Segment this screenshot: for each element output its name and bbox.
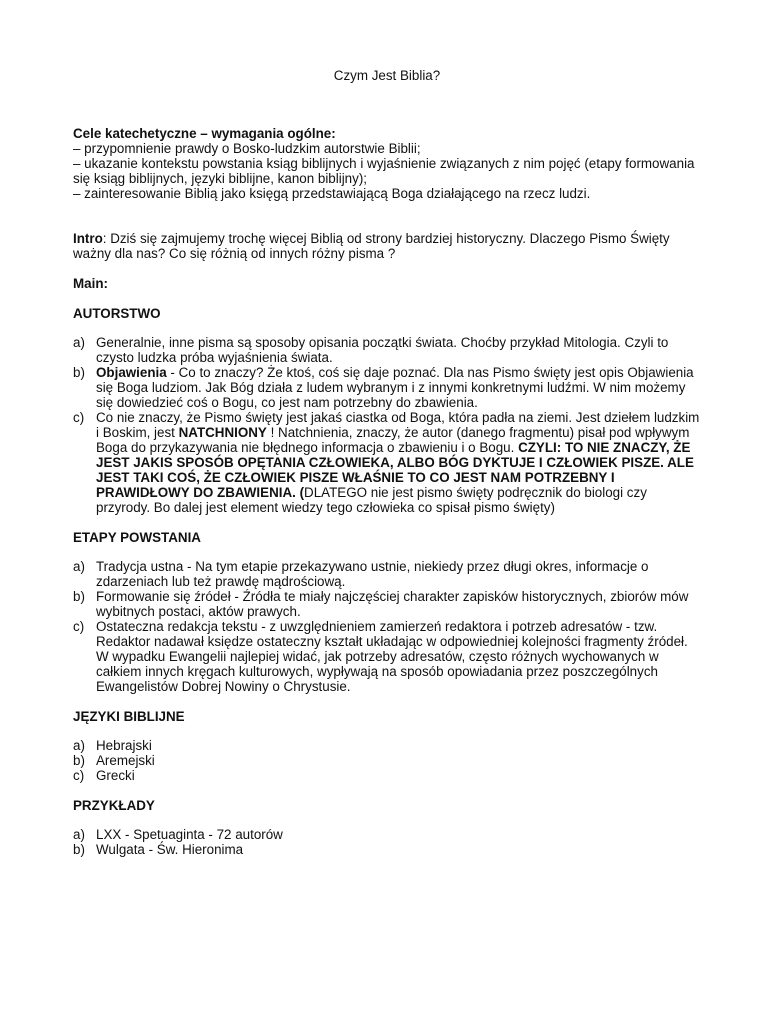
list-text: Wulgata - Św. Hieronima bbox=[96, 842, 244, 857]
list-marker: b) bbox=[73, 842, 85, 857]
list-item bbox=[73, 559, 701, 589]
list-item bbox=[73, 365, 701, 410]
list-marker: b) bbox=[73, 365, 85, 380]
list-text: ! Natchnienia, znaczy, że autor (danego fragmentu) pisał pod wpływym Boga do przykazywania nie błędnego informacja o zbawieniu i o Bogu. bbox=[96, 425, 690, 455]
list-item bbox=[73, 827, 701, 842]
goals-item: – ukazanie kontekstu powstania ksiąg biblijnych i wyjaśnienie związanych z nim pojęć (etapy formowania się ksiąg biblijnych, języki biblijne, kanon biblijny); bbox=[73, 156, 695, 186]
main-label: Main: bbox=[73, 276, 108, 291]
goals-heading: Cele katechetyczne – wymagania ogólne: bbox=[73, 126, 336, 141]
list-item bbox=[73, 410, 701, 515]
list-marker: c) bbox=[73, 410, 85, 425]
jezyki-list bbox=[73, 738, 701, 783]
list-text: Ostateczna redakcja tekstu - z uwzględnieniem zamierzeń redaktora i potrzeb adresatów - tzw. Redaktor nadawał księdze ostateczny kształt układając w odpowiedniej kolejności fragmenty źródeł. W wypadku Ewangelii najlepiej widać, jak potrzeby adresatów, często różnych wychowanych w całkiem innych kręgach kulturowych, wypływają na sposób opowiadania przez poszczególnych Ewangelistów Dobrej Nowiny o Chrystusie. bbox=[96, 619, 688, 694]
list-text: Generalnie, inne pisma są sposoby opisania początki świata. Choćby przykład Mitologia. Czyli to czysto ludzka próba wyjaśnienia świata. bbox=[96, 335, 669, 365]
list-item bbox=[73, 335, 701, 365]
list-marker: b) bbox=[73, 753, 85, 768]
list-text: Co nie znaczy, że Pismo święty jest jakaś ciastka od Boga, która padła na ziemi. Jest dziełem ludzkim i Boskim, jest bbox=[96, 410, 700, 440]
list-item bbox=[73, 753, 701, 768]
list-marker: c) bbox=[73, 768, 85, 783]
list-text: Tradycja ustna - Na tym etapie przekazywano ustnie, niekiedy przez długi okres, informacje o zdarzeniach lub też prawdę mądrościową. bbox=[96, 559, 649, 589]
list-bold-term: Objawienia bbox=[96, 365, 167, 380]
list-marker: a) bbox=[73, 559, 85, 574]
list-item bbox=[73, 768, 701, 783]
goals-block bbox=[73, 126, 701, 201]
list-text: DLATEGO nie jest pismo święty podręcznik do biologi czy przyrody. Bo dalej jest element wiedzy tego człowieka co spisał pismo święty) bbox=[96, 485, 647, 515]
autorstwo-list bbox=[73, 335, 701, 515]
document-page bbox=[73, 68, 701, 857]
list-text: Hebrajski bbox=[96, 738, 152, 753]
list-text: - Co to znaczy? Że ktoś, coś się daje poznać. Dla nas Pismo święty jest opis Objawienia się Boga ludziom. Jak Bóg działa z ludem wybranym i z innymi konkretnymi ludźmi. W nim możemy się dowiedzieć coś o Bogu, co jest nam potrzebny do zbawienia. bbox=[96, 365, 694, 410]
list-item bbox=[73, 619, 701, 694]
goals-item: – przypomnienie prawdy o Bosko-ludzkim autorstwie Biblii; bbox=[73, 141, 421, 156]
section-heading-przyklady: PRZYKŁADY bbox=[73, 798, 155, 813]
list-bold-statement: CZYLI: TO NIE ZNACZY, ŻE JEST JAKIS SPOSÓB OPĘTANIA CZŁOWIEKA, ALBO BÓG DYKTUJE I CZŁOWIEK PISZE. ALE JEST TAKI COŚ, ŻE CZŁOWIEK PISZE WŁAŚNIE TO CO JEST NAM POTRZEBNY I PRAWIDŁOWY DO ZBAWIENIA. ( bbox=[96, 440, 694, 500]
intro-paragraph bbox=[73, 231, 701, 261]
list-text: Aremejski bbox=[96, 753, 155, 768]
list-text: Grecki bbox=[96, 768, 135, 783]
list-item bbox=[73, 589, 701, 619]
intro-text: : Dziś się zajmujemy trochę więcej Biblią od strony bardziej historyczny. Dlaczego Pismo Święty ważny dla nas? Co się różnią od innych różny pisma ? bbox=[73, 231, 670, 261]
list-marker: b) bbox=[73, 589, 85, 604]
list-bold-term: NATCHNIONY bbox=[178, 425, 267, 440]
list-marker: a) bbox=[73, 335, 85, 350]
document-title: Czym Jest Biblia? bbox=[333, 68, 441, 83]
list-marker: c) bbox=[73, 619, 85, 634]
intro-label: Intro bbox=[73, 231, 103, 246]
list-text: LXX - Spetuaginta - 72 autorów bbox=[96, 827, 283, 842]
goals-item: – zainteresowanie Biblią jako księgą przedstawiającą Boga działającego na rzecz ludzi. bbox=[73, 186, 591, 201]
list-item bbox=[73, 738, 701, 753]
section-heading-etapy: ETAPY POWSTANIA bbox=[73, 530, 201, 545]
list-marker: a) bbox=[73, 827, 85, 842]
list-marker: a) bbox=[73, 738, 85, 753]
section-heading-jezyki: JĘZYKI BIBLIJNE bbox=[73, 709, 185, 724]
etapy-list bbox=[73, 559, 701, 694]
przyklady-list bbox=[73, 827, 701, 857]
list-text: Formowanie się źródeł - Źródła te miały najczęściej charakter zapisków historycznych, zbiorów mów wybitnych postaci, aktów prawych. bbox=[96, 589, 689, 619]
section-heading-autorstwo: AUTORSTWO bbox=[73, 306, 161, 321]
list-item bbox=[73, 842, 701, 857]
